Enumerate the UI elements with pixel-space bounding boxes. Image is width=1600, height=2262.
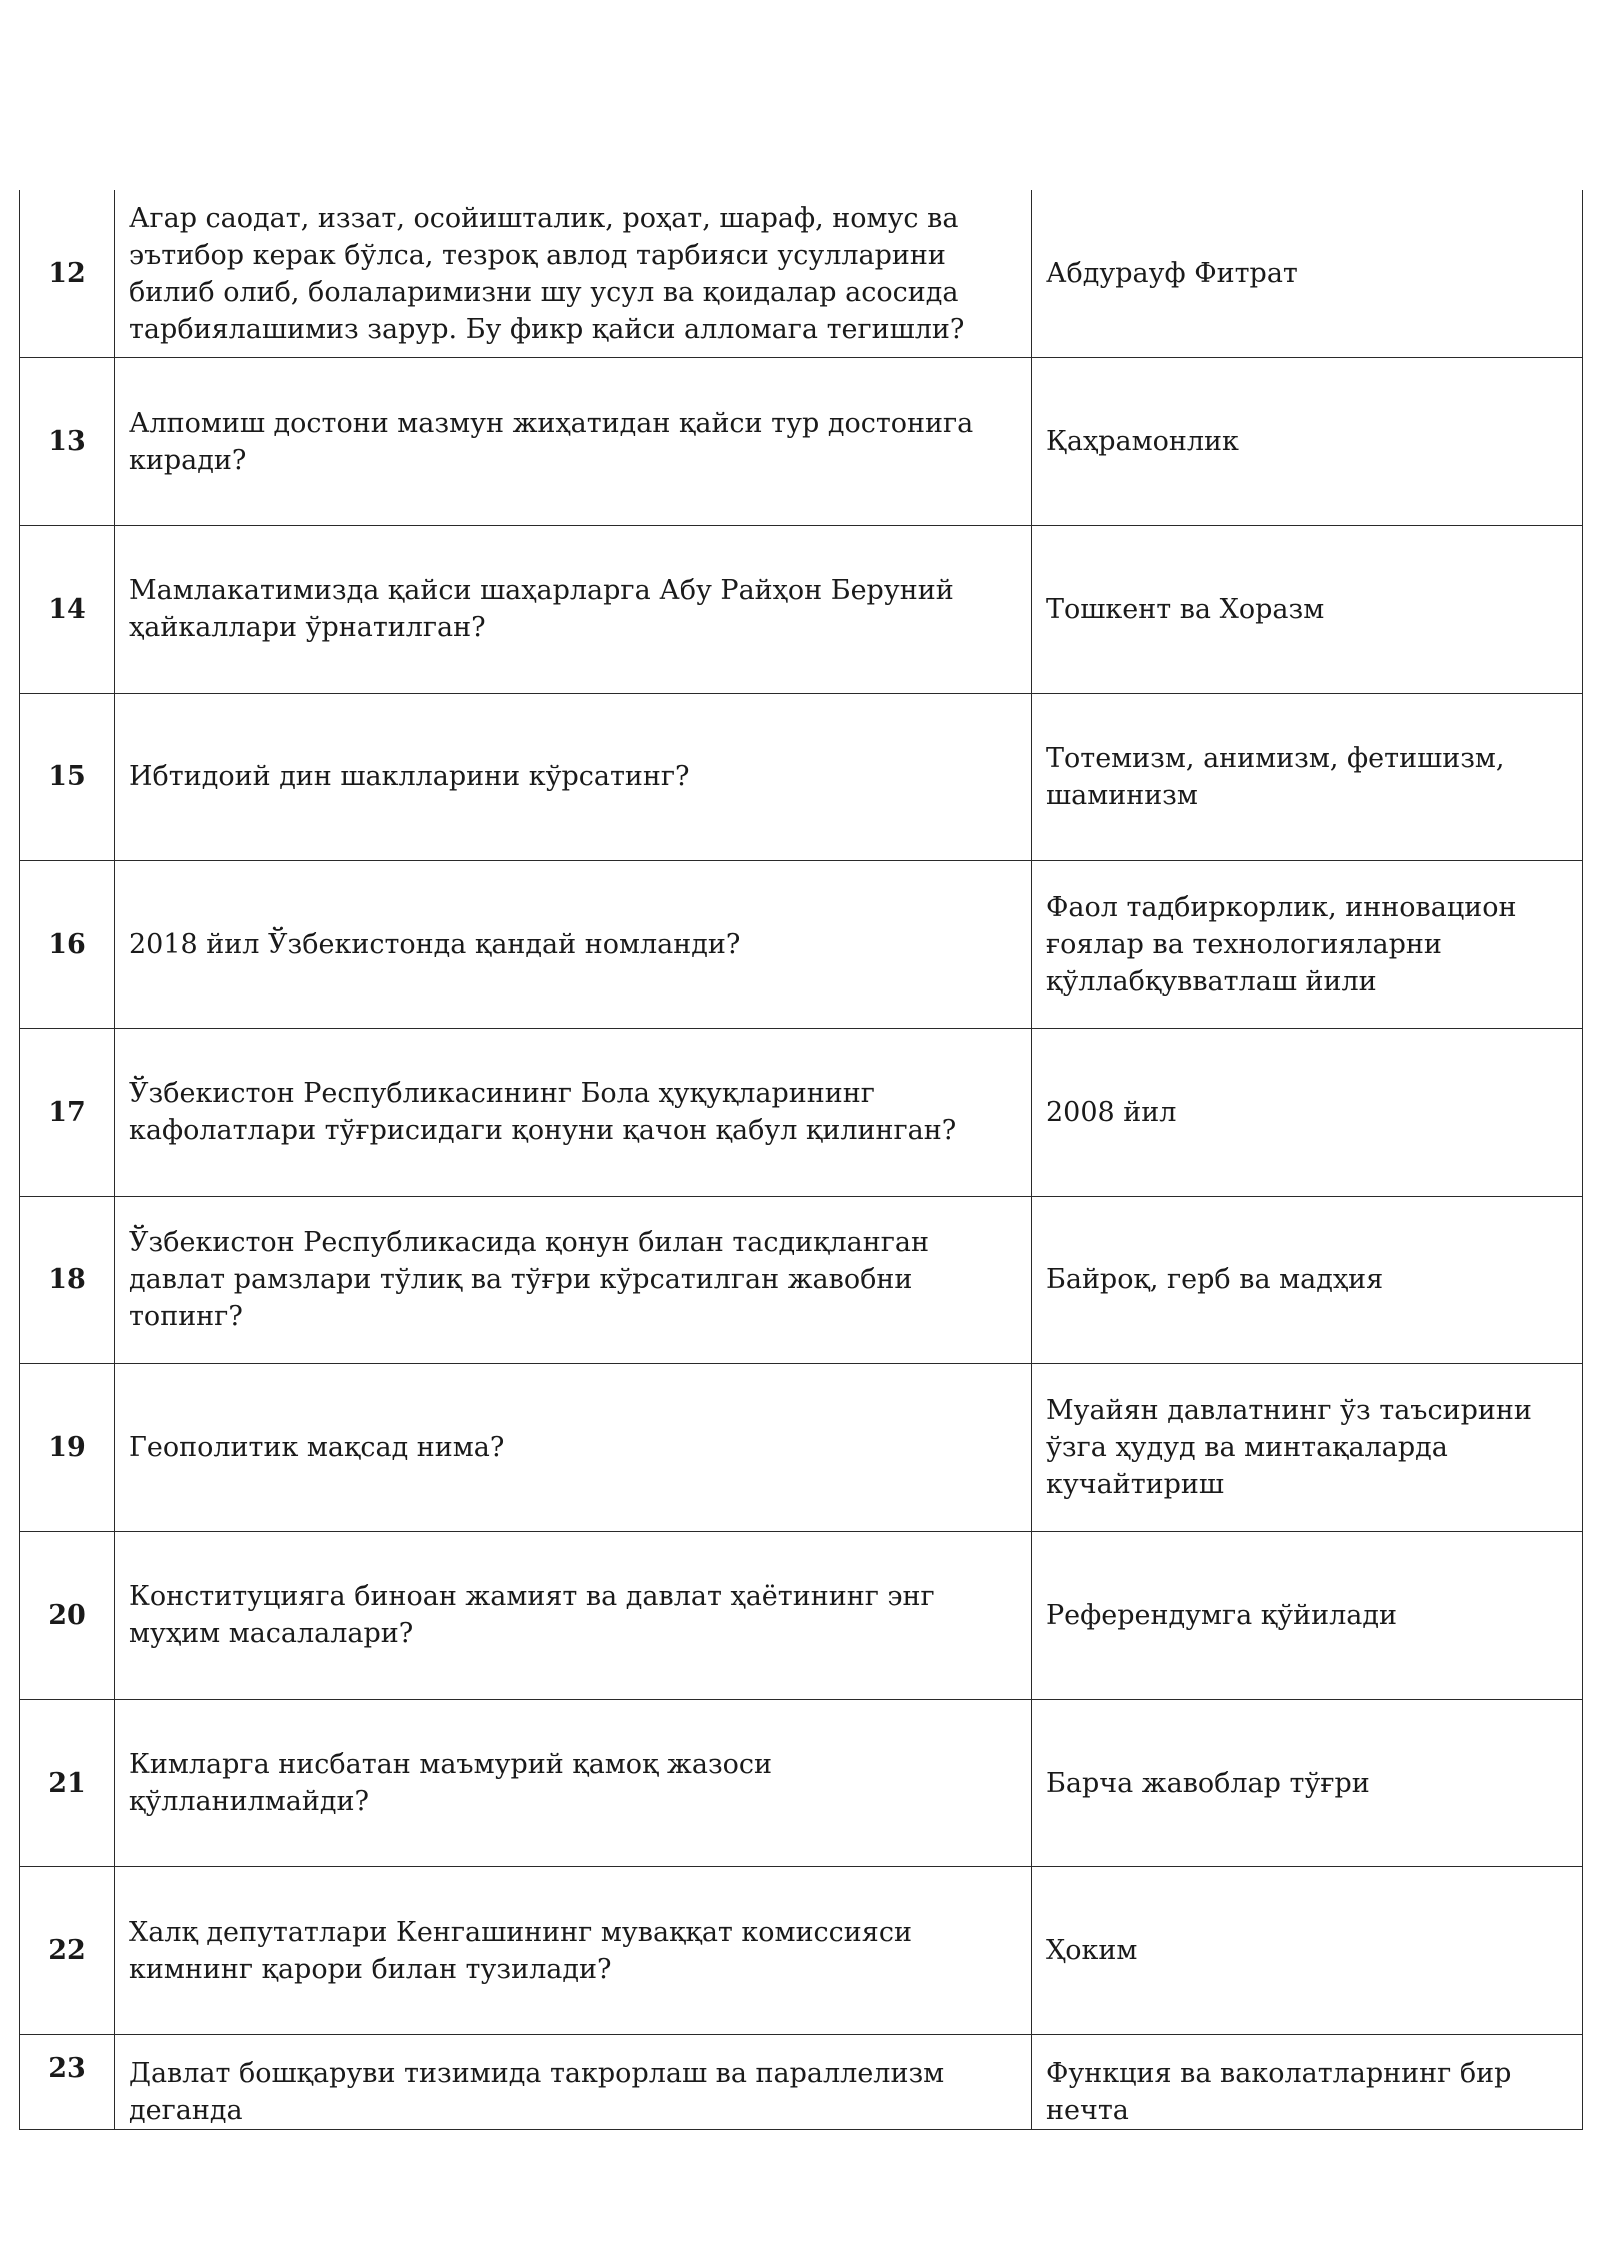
qa-table bbox=[19, 190, 1583, 2130]
question-cell: Ибтидоий дин шаклларини кўрсатинг? bbox=[115, 693, 1032, 861]
table-row bbox=[20, 1532, 1583, 1700]
row-number: 22 bbox=[20, 1867, 115, 2035]
table-row bbox=[20, 1867, 1583, 2035]
row-number: 12 bbox=[20, 190, 115, 358]
question-cell: Халқ депутатлари Кенгашининг муваққат комиссияси кимнинг қарори билан тузилади? bbox=[115, 1867, 1032, 2035]
table-row bbox=[20, 1364, 1583, 1532]
table-row bbox=[20, 693, 1583, 861]
answer-cell: Фаол тадбиркорлик, инновацион ғоялар ва технологияларни қўллабқувватлаш йили bbox=[1032, 861, 1583, 1029]
row-number: 16 bbox=[20, 861, 115, 1029]
table-row bbox=[20, 1699, 1583, 1867]
answer-cell: 2008 йил bbox=[1032, 1028, 1583, 1196]
row-number: 18 bbox=[20, 1196, 115, 1364]
answer-cell: Функция ва ваколатларнинг бир нечта bbox=[1032, 2035, 1583, 2130]
row-number: 17 bbox=[20, 1028, 115, 1196]
question-cell: 2018 йил Ўзбекистонда қандай номланди? bbox=[115, 861, 1032, 1029]
table-row bbox=[20, 2035, 1583, 2130]
table-row bbox=[20, 861, 1583, 1029]
table-row bbox=[20, 190, 1583, 358]
table-row bbox=[20, 1196, 1583, 1364]
question-cell: Ўзбекистон Республикасининг Бола ҳуқуқларининг кафолатлари тўғрисидаги қонуни қачон қабул қилинган? bbox=[115, 1028, 1032, 1196]
question-cell: Агар саодат, иззат, осойишталик, роҳат, шараф, номус ва эътибор керак бўлса, тезроқ авлод тарбияси усулларини билиб олиб, болаларимизни шу усул ва қоидалар асосида тарбиялашимиз зарур. Бу фикр қайси алломага тегишли? bbox=[115, 190, 1032, 358]
question-cell: Мамлакатимизда қайси шаҳарларга Абу Райҳон Беруний ҳайкаллари ўрнатилган? bbox=[115, 525, 1032, 693]
answer-cell: Байроқ, герб ва мадҳия bbox=[1032, 1196, 1583, 1364]
question-cell: Ўзбекистон Республикасида қонун билан тасдиқланган давлат рамзлари тўлиқ ва тўғри кўрсатилган жавобни топинг? bbox=[115, 1196, 1032, 1364]
question-cell: Алпомиш достони мазмун жиҳатидан қайси тур достонига киради? bbox=[115, 358, 1032, 526]
answer-cell: Муайян давлатнинг ўз таъсирини ўзга ҳудуд ва минтақаларда кучайтириш bbox=[1032, 1364, 1583, 1532]
row-number: 15 bbox=[20, 693, 115, 861]
table-row bbox=[20, 358, 1583, 526]
answer-cell: Абдурауф Фитрат bbox=[1032, 190, 1583, 358]
row-number: 13 bbox=[20, 358, 115, 526]
answer-cell: Тотемизм, анимизм, фетишизм, шаминизм bbox=[1032, 693, 1583, 861]
answer-cell: Референдумга қўйилади bbox=[1032, 1532, 1583, 1700]
answer-cell: Ҳоким bbox=[1032, 1867, 1583, 2035]
row-number: 20 bbox=[20, 1532, 115, 1700]
row-number: 23 bbox=[20, 2035, 115, 2130]
row-number: 21 bbox=[20, 1699, 115, 1867]
table-row bbox=[20, 525, 1583, 693]
question-cell: Конституцияга биноан жамият ва давлат ҳаётининг энг муҳим масалалари? bbox=[115, 1532, 1032, 1700]
question-cell: Давлат бошқаруви тизимида такрорлаш ва параллелизм деганда bbox=[115, 2035, 1032, 2130]
row-number: 14 bbox=[20, 525, 115, 693]
row-number: 19 bbox=[20, 1364, 115, 1532]
answer-cell: Қаҳрамонлик bbox=[1032, 358, 1583, 526]
question-cell: Геополитик мақсад нима? bbox=[115, 1364, 1032, 1532]
question-cell: Кимларга нисбатан маъмурий қамоқ жазоси қўлланилмайди? bbox=[115, 1699, 1032, 1867]
table-row bbox=[20, 1028, 1583, 1196]
answer-cell: Тошкент ва Хоразм bbox=[1032, 525, 1583, 693]
answer-cell: Барча жавоблар тўғри bbox=[1032, 1699, 1583, 1867]
